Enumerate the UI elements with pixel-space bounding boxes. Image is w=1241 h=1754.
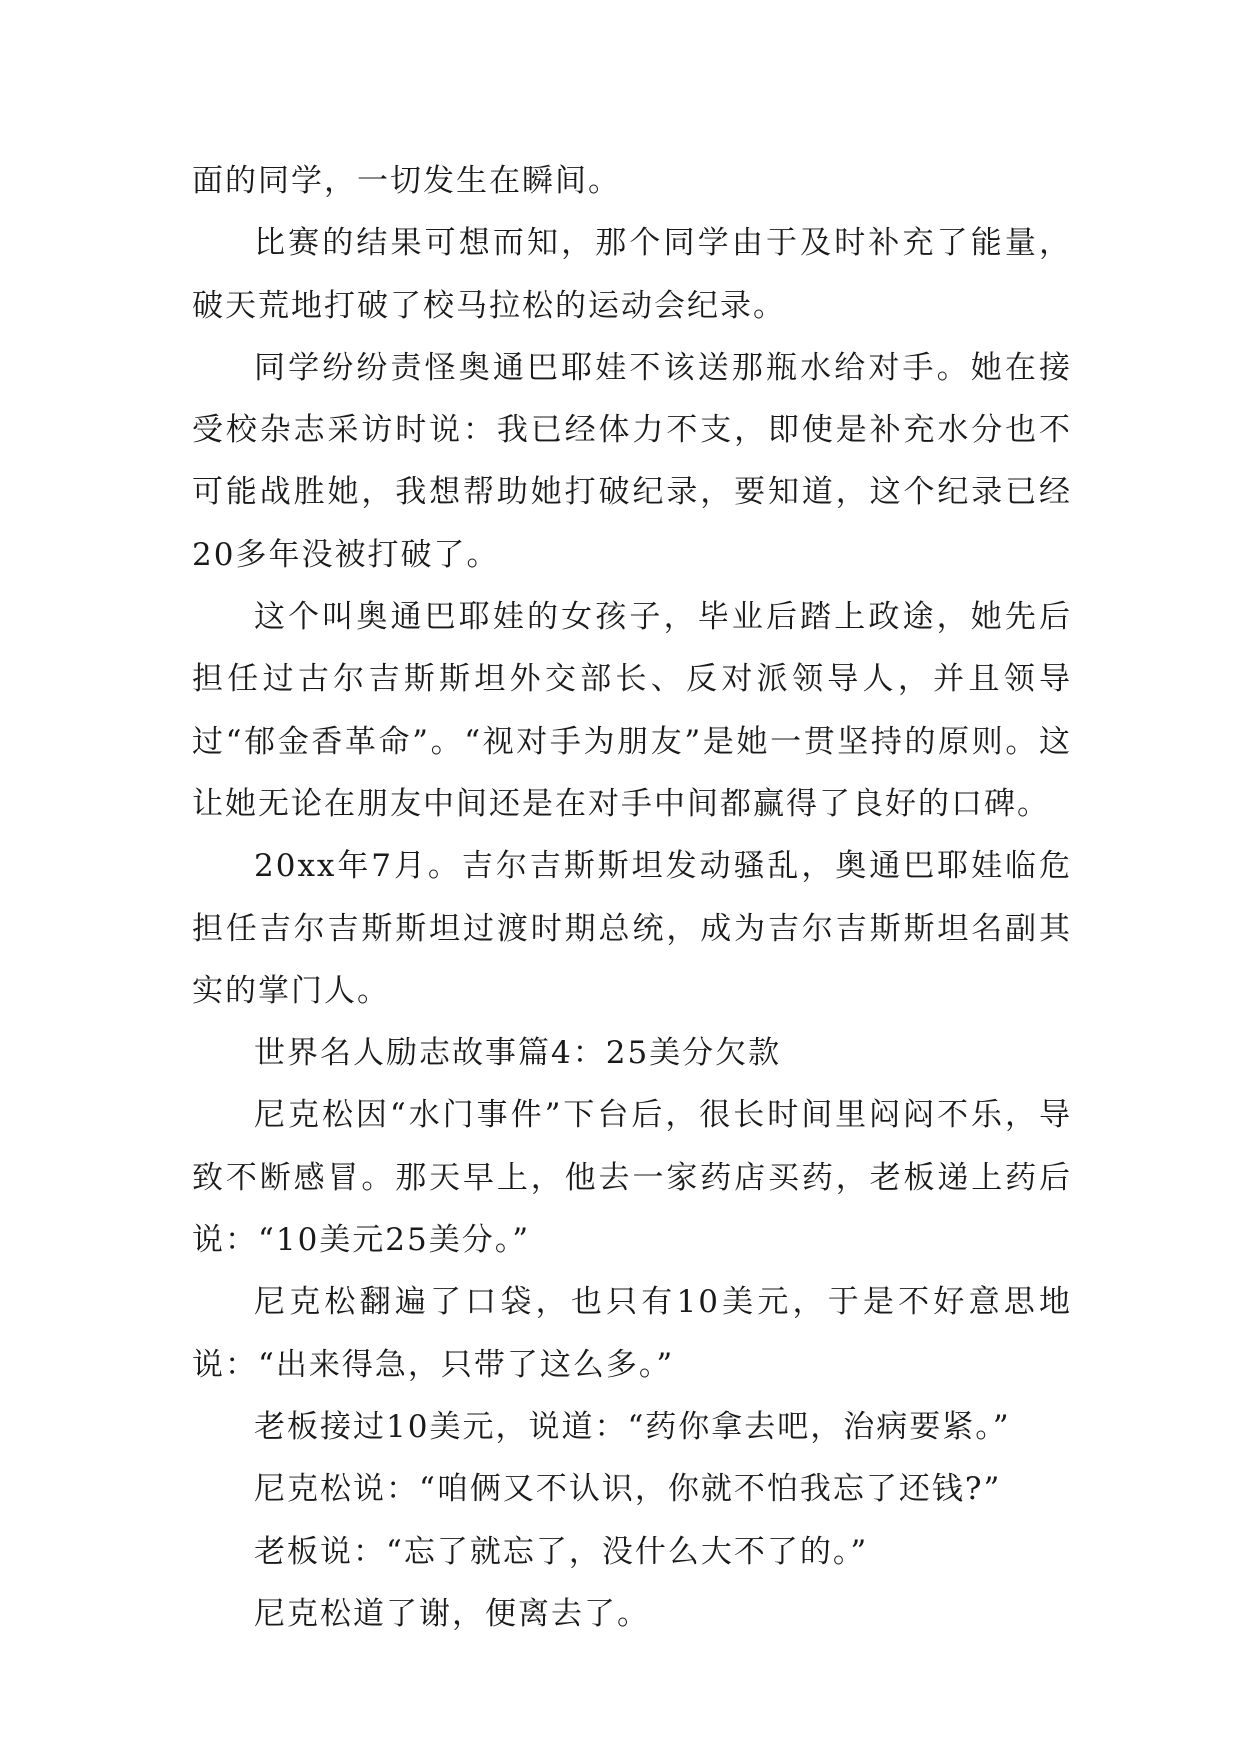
paragraph: 老板接过10美元，说道：“药你拿去吧，治病要紧。” (254, 1408, 1011, 1445)
paragraph: 老板说：“忘了就忘了，没什么大不了的。” (254, 1533, 869, 1570)
paragraph: 20xx年7月。吉尔吉斯斯坦发动骚乱，奥通巴耶娃临危担任吉尔吉斯斯坦过渡时期总统，成为吉尔吉斯斯坦名副其实的掌门人。 (192, 848, 1072, 1009)
paragraph: 这个叫奥通巴耶娃的女孩子，毕业后踏上政途，她先后担任过古尔吉斯斯坦外交部长、反对派领导人，并且领导过“郁金香革命”。“视对手为朋友”是她一贯坚持的原则。这让她无论在朋友中间还是在对手中间都赢得了良好的口碑。 (192, 599, 1072, 822)
paragraph: 尼克松道了谢，便离去了。 (254, 1595, 650, 1632)
paragraph: 尼克松翻遍了口袋，也只有10美元，于是不好意思地说：“出来得急，只带了这么多。” (192, 1284, 1072, 1383)
paragraph: 尼克松说：“咱俩又不认识，你就不怕我忘了还钱?” (254, 1471, 1002, 1508)
paragraph: 同学纷纷责怪奥通巴耶娃不该送那瓶水给对手。她在接受校杂志采访时说：我已经体力不支，即使是补充水分也不可能战胜她，我想帮助她打破纪录，要知道，这个纪录已经20多年没被打破了。 (192, 349, 1072, 573)
document-body (192, 150, 1072, 1645)
section-heading: 世界名人励志故事篇4：25美分欠款 (254, 1035, 782, 1072)
paragraph: 尼克松因“水门事件”下台后，很长时间里闷闷不乐，导致不断感冒。那天早上，他去一家药店买药，老板递上药后说：“10美元25美分。” (192, 1097, 1072, 1259)
paragraph: 比赛的结果可想而知，那个同学由于及时补充了能量，破天荒地打破了校马拉松的运动会纪录。 (192, 225, 1072, 324)
paragraph: 面的同学，一切发生在瞬间。 (192, 163, 621, 199)
